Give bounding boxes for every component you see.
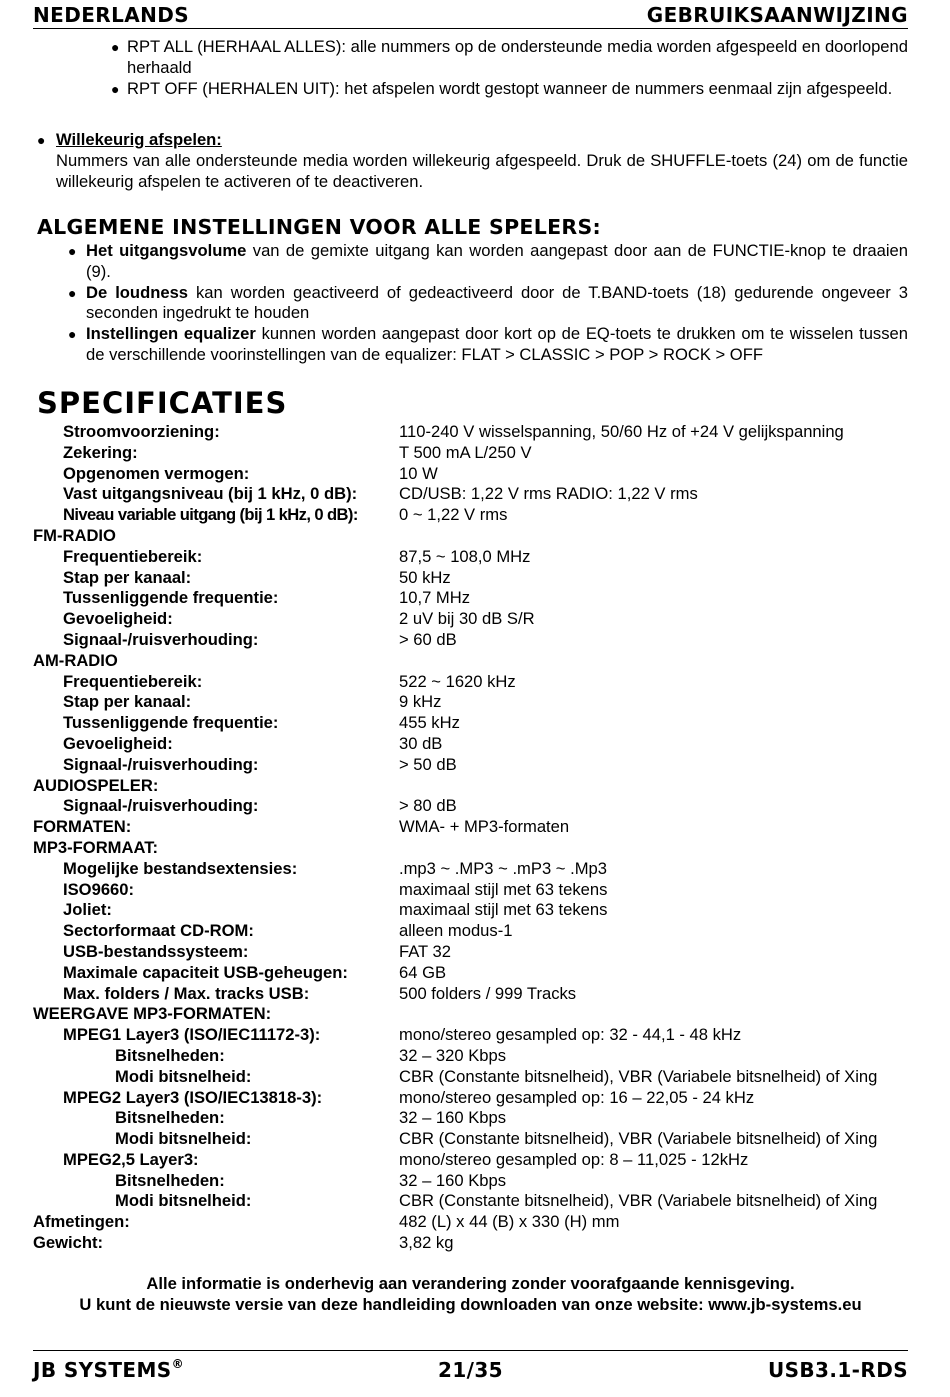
spec-value: .mp3 ~ .MP3 ~ .mP3 ~ .Mp3 [399, 858, 607, 878]
spec-label: Joliet: [63, 900, 112, 920]
spec-value: 522 ~ 1620 kHz [399, 671, 516, 691]
header-doc-type: GEBRUIKSAANWIJZING [646, 3, 908, 27]
spec-label: AUDIOSPELER: [33, 775, 159, 795]
spec-label: Afmetingen: [33, 1212, 130, 1232]
spec-label: Bitsnelheden: [115, 1170, 225, 1190]
spec-label: Signaal-/ruisverhouding: [63, 754, 259, 774]
spec-row [33, 651, 908, 672]
spec-value: > 50 dB [399, 754, 457, 774]
bullet-icon: ● [68, 284, 77, 301]
spec-label: Tussenliggende frequentie: [63, 713, 279, 733]
shuffle-text: Nummers van alle ondersteunde media worden willekeurig afgespeeld. Druk de SHUFFLE-toets (24) om de functie willekeurig afspelen te activeren of te deactiveren. [56, 150, 908, 191]
spec-value: 64 GB [399, 962, 447, 982]
notice-line-2: U kunt de nieuwste versie van deze handleiding downloaden van onze website: www.jb-systems.eu [79, 1294, 862, 1314]
notice [33, 1274, 908, 1316]
spec-value: 30 dB [399, 733, 443, 753]
list-item [68, 324, 908, 366]
spec-value: mono/stereo gesampled op: 32 - 44,1 - 48 kHz [399, 1025, 742, 1045]
spec-value: mono/stereo gesampled op: 16 – 22,05 - 24 kHz [399, 1087, 755, 1107]
spec-row [33, 796, 908, 817]
repeat-item-text: RPT OFF (HERHALEN UIT): het afspelen wordt gestopt wanneer de nummers eenmaal zijn afgespeeld. [127, 78, 893, 98]
spec-label: MPEG2 Layer3 (ISO/IEC13818-3): [63, 1087, 323, 1107]
spec-value: 0 ~ 1,22 V rms [399, 505, 508, 525]
specifications-heading: SPECIFICATIES [37, 386, 288, 420]
spec-label: Stap per kanaal: [63, 692, 192, 712]
list-item [68, 241, 908, 283]
spec-row [33, 1129, 908, 1150]
spec-label: Modi bitsnelheid: [115, 1191, 252, 1211]
spec-row [33, 734, 908, 755]
bullet-icon: ● [111, 39, 120, 55]
spec-row [33, 1046, 908, 1067]
spec-label: Opgenomen vermogen: [63, 463, 250, 483]
spec-value: 10 W [399, 463, 438, 483]
spec-label: Frequentiebereik: [63, 546, 203, 566]
spec-value: CBR (Constante bitsnelheid), VBR (Variabele bitsnelheid) of Xing [399, 1129, 878, 1149]
spec-label: USB-bestandssysteem: [63, 941, 249, 961]
brand-name: JB SYSTEMS [33, 1358, 172, 1382]
spec-label: WEERGAVE MP3-FORMATEN: [33, 1004, 272, 1024]
spec-value: 3,82 kg [399, 1233, 454, 1253]
specifications-table [33, 422, 908, 1254]
bullet-icon: ● [68, 326, 77, 343]
page-header [33, 2, 908, 29]
spec-row [33, 692, 908, 713]
spec-value: 9 kHz [399, 692, 442, 712]
setting-text: kunnen worden aangepast door kort op de EQ-toets te drukken om te wisselen tussen de verschillende voorinstellingen van de equalizer: FLAT > CLASSIC > POP > ROCK > OFF [86, 324, 908, 364]
bullet-icon: ● [37, 132, 46, 148]
spec-row [33, 1171, 908, 1192]
notice-line-1: Alle informatie is onderhevig aan verandering zonder voorafgaande kennisgeving. [146, 1274, 795, 1293]
spec-value: CD/USB: 1,22 V rms RADIO: 1,22 V rms [399, 484, 698, 504]
spec-label: Frequentiebereik: [63, 671, 203, 691]
spec-row [33, 568, 908, 589]
spec-value: T 500 mA L/250 V [399, 442, 532, 462]
spec-row [33, 817, 908, 838]
footer-model: USB3.1-RDS [767, 1358, 908, 1382]
bullet-icon: ● [68, 243, 77, 259]
setting-text: kan worden geactiveerd of gedeactiveerd door de T.BAND-toets (18) gedurende ongeveer 3 seconden ingedrukt te houden [86, 282, 908, 323]
spec-row [33, 880, 908, 901]
spec-row [33, 776, 908, 797]
spec-label: Tussenliggende frequentie: [63, 588, 279, 608]
spec-row [33, 1150, 908, 1171]
spec-value: maximaal stijl met 63 tekens [399, 900, 608, 920]
spec-label: Sectorformaat CD-ROM: [63, 921, 254, 941]
spec-row [33, 1067, 908, 1088]
spec-label: Maximale capaciteit USB-geheugen: [63, 962, 348, 982]
spec-row [33, 609, 908, 630]
spec-row [33, 588, 908, 609]
spec-row [33, 900, 908, 921]
spec-value: > 80 dB [399, 796, 457, 816]
spec-label: Vast uitgangsniveau (bij 1 kHz, 0 dB): [63, 484, 358, 504]
spec-label: Modi bitsnelheid: [115, 1129, 252, 1149]
spec-row [33, 505, 908, 526]
setting-bold: Het uitgangsvolume [86, 241, 247, 260]
spec-value: 110-240 V wisselspanning, 50/60 Hz of +24 V gelijkspanning [399, 422, 844, 441]
spec-label: AM-RADIO [33, 650, 118, 670]
spec-row [33, 422, 908, 443]
spec-row [33, 921, 908, 942]
spec-value: 455 kHz [399, 713, 460, 733]
page-number: 21/35 [438, 1358, 503, 1382]
spec-label: Mogelijke bestandsextensies: [63, 858, 298, 878]
spec-row [33, 1233, 908, 1254]
spec-label: Bitsnelheden: [115, 1045, 225, 1065]
spec-value: 50 kHz [399, 567, 451, 587]
spec-label: MPEG1 Layer3 (ISO/IEC11172-3): [63, 1025, 321, 1045]
list-item [111, 37, 908, 79]
spec-value: 482 (L) x 44 (B) x 330 (H) mm [399, 1212, 620, 1232]
spec-label: Zekering: [63, 442, 138, 462]
spec-label: Gewicht: [33, 1233, 104, 1253]
spec-row [33, 1108, 908, 1129]
spec-row [33, 464, 908, 485]
spec-value: 500 folders / 999 Tracks [399, 983, 577, 1003]
header-language: NEDERLANDS [33, 3, 190, 27]
spec-row [33, 713, 908, 734]
spec-row [33, 859, 908, 880]
spec-value: 32 – 320 Kbps [399, 1045, 507, 1065]
spec-row [33, 526, 908, 547]
spec-label: ISO9660: [63, 879, 135, 899]
spec-label: FORMATEN: [33, 817, 132, 837]
setting-text: van de gemixte uitgang kan worden aangepast door aan de FUNCTIE-knop te draaien (9). [86, 241, 908, 281]
spec-value: > 60 dB [399, 629, 457, 649]
spec-row [33, 1191, 908, 1212]
spec-value: CBR (Constante bitsnelheid), VBR (Variabele bitsnelheid) of Xing [399, 1066, 878, 1086]
spec-label: Signaal-/ruisverhouding: [63, 629, 259, 649]
spec-value: 32 – 160 Kbps [399, 1108, 507, 1128]
spec-row [33, 942, 908, 963]
spec-label: Stap per kanaal: [63, 567, 192, 587]
setting-bold: Instellingen equalizer [86, 324, 256, 344]
shuffle-section [33, 130, 908, 192]
spec-value: mono/stereo gesampled op: 8 – 11,025 - 12kHz [399, 1149, 749, 1169]
spec-label: MPEG2,5 Layer3: [63, 1149, 199, 1169]
spec-label: FM-RADIO [33, 525, 116, 545]
spec-label: Bitsnelheden: [115, 1108, 225, 1128]
repeat-item-text: RPT ALL (HERHAAL ALLES): alle nummers op de ondersteunde media worden afgespeeld en doorlopend herhaald [127, 37, 908, 77]
spec-label: MP3-FORMAAT: [33, 837, 159, 857]
spec-row [33, 1004, 908, 1025]
repeat-mode-list [33, 37, 908, 99]
spec-value: 32 – 160 Kbps [399, 1170, 507, 1190]
page-footer [33, 1350, 908, 1387]
setting-bold: De loudness [86, 282, 189, 302]
spec-value: maximaal stijl met 63 tekens [399, 879, 608, 899]
general-settings-heading: ALGEMENE INSTELLINGEN VOOR ALLE SPELERS: [37, 215, 602, 239]
spec-row [33, 984, 908, 1005]
shuffle-title: Willekeurig afspelen: [56, 130, 222, 149]
spec-value: 87,5 ~ 108,0 MHz [399, 546, 531, 566]
spec-row [33, 838, 908, 859]
registered-mark: ® [171, 1357, 184, 1371]
spec-value: WMA- + MP3-formaten [399, 817, 570, 837]
spec-value: alleen modus-1 [399, 921, 513, 941]
spec-label: Gevoeligheid: [63, 733, 173, 753]
manual-page [33, 0, 908, 1397]
spec-label: Niveau variable uitgang (bij 1 kHz, 0 dB): [63, 505, 358, 525]
spec-label: Max. folders / Max. tracks USB: [63, 983, 310, 1003]
spec-label: Signaal-/ruisverhouding: [63, 796, 259, 816]
spec-row [33, 963, 908, 984]
spec-value: 10,7 MHz [399, 588, 471, 608]
spec-row [33, 484, 908, 505]
spec-row [33, 1088, 908, 1109]
list-item [111, 78, 908, 100]
spec-value: 2 uV bij 30 dB S/R [399, 609, 535, 629]
spec-label: Stroomvoorziening: [63, 422, 220, 441]
spec-row [33, 443, 908, 464]
general-settings-list [33, 241, 908, 366]
bullet-icon: ● [111, 80, 120, 97]
spec-value: CBR (Constante bitsnelheid), VBR (Variabele bitsnelheid) of Xing [399, 1191, 878, 1211]
spec-row [33, 672, 908, 693]
spec-value: FAT 32 [399, 941, 451, 961]
spec-row [33, 547, 908, 568]
spec-row [33, 755, 908, 776]
spec-row [33, 1212, 908, 1233]
spec-label: Gevoeligheid: [63, 609, 173, 629]
spec-row [33, 630, 908, 651]
spec-row [33, 1025, 908, 1046]
list-item [68, 282, 908, 325]
spec-label: Modi bitsnelheid: [115, 1066, 252, 1086]
